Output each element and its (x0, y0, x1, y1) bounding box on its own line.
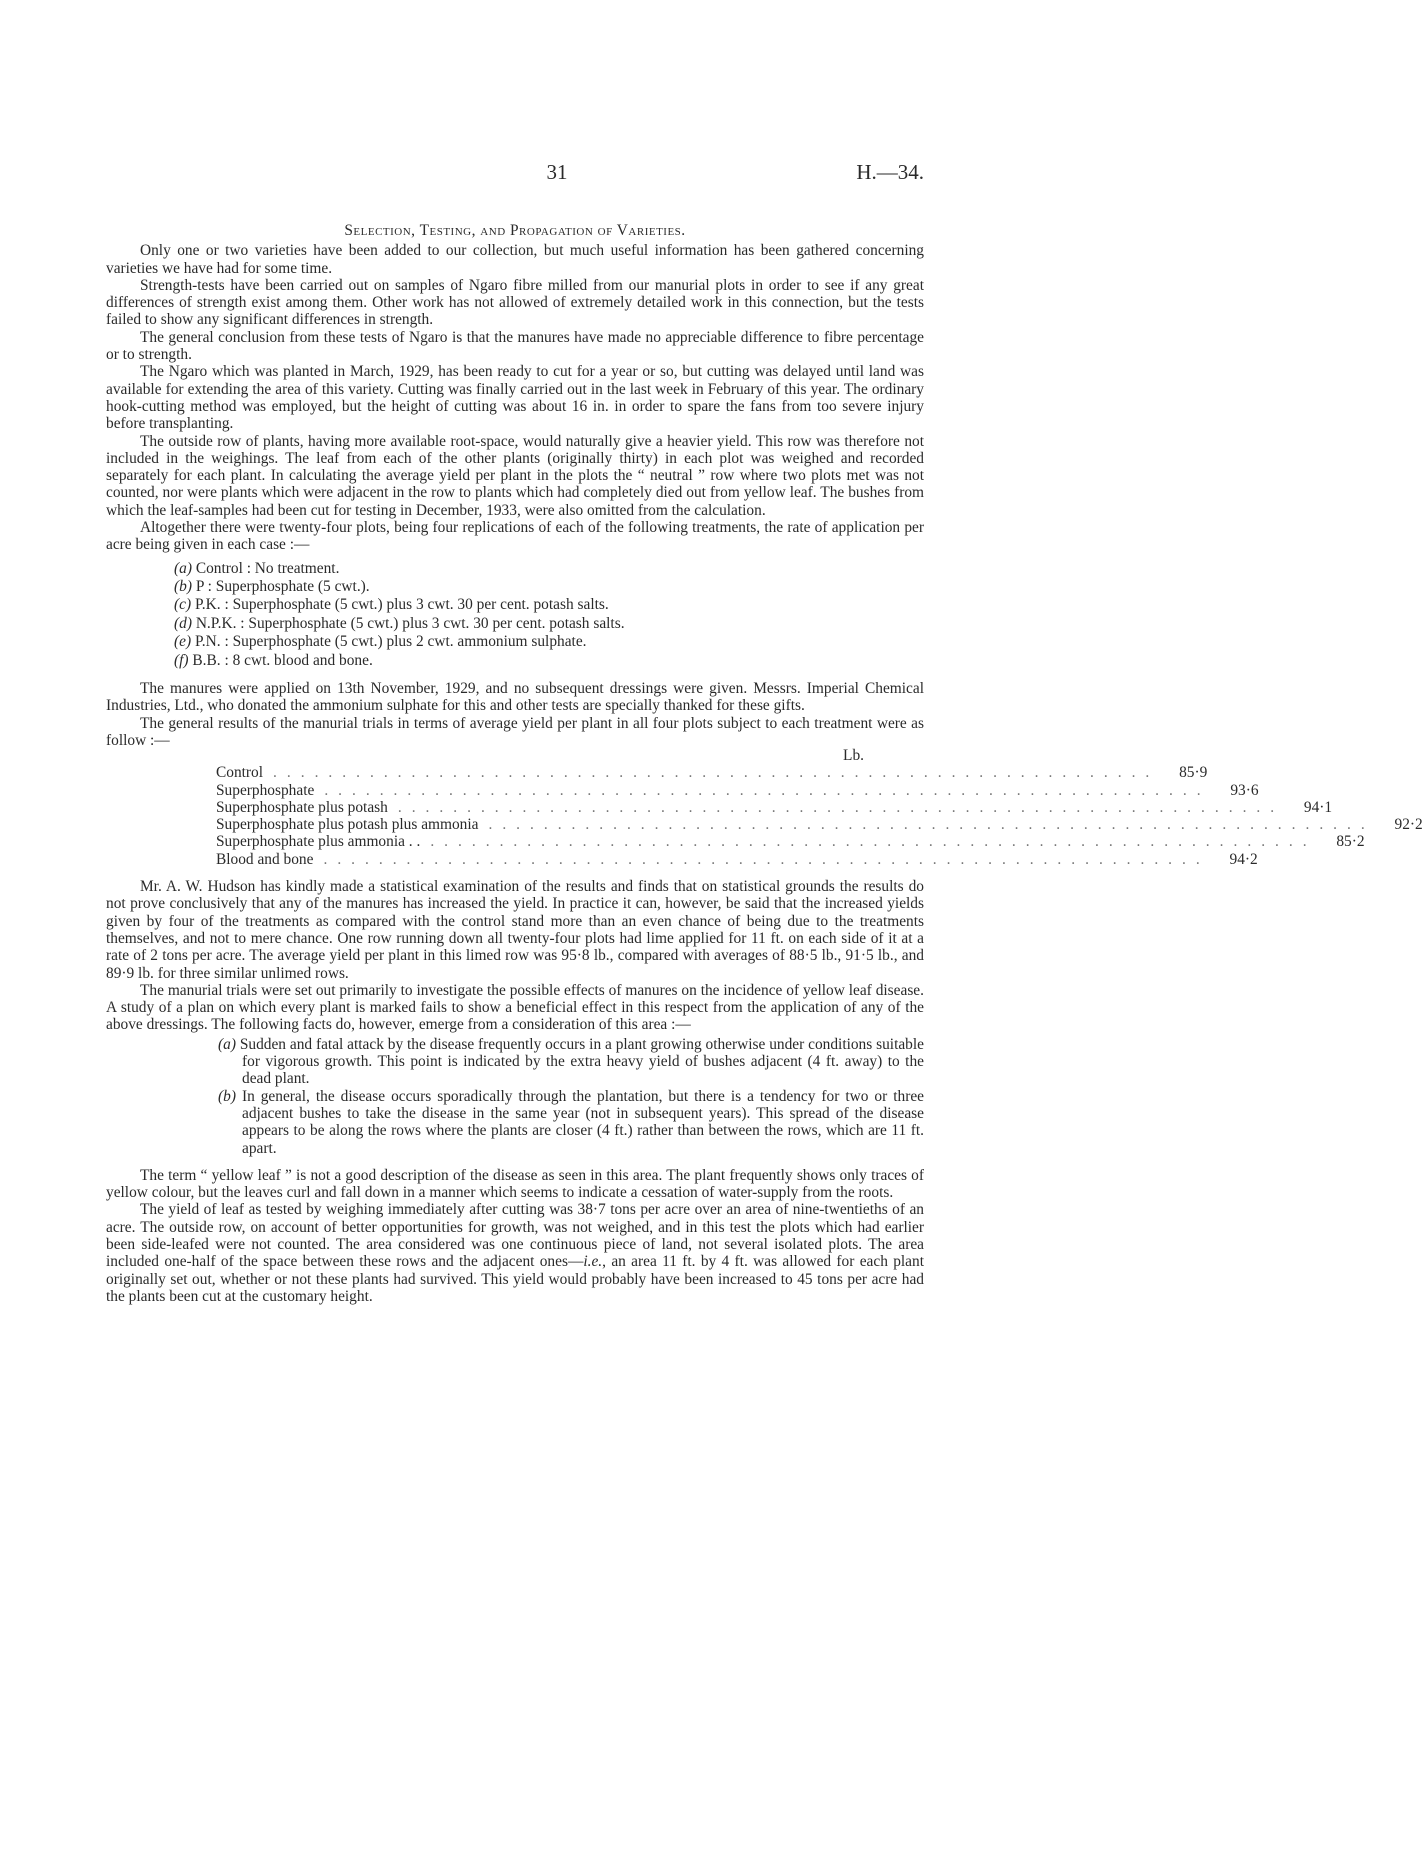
treatment-list (106, 560, 924, 670)
table-cell-treatment: Superphosphate plus ammonia . . (216, 833, 421, 851)
leader-dots: ................................................................ (488, 816, 1375, 834)
list-label: (a) (174, 559, 192, 577)
list-item (106, 615, 924, 633)
section-title: Selection, Testing, and Propagation of Varieties. (344, 222, 686, 239)
page-number: 31 (546, 160, 568, 184)
list-label: (b) (218, 1087, 236, 1105)
list-label: (f) (174, 651, 189, 669)
list-text: P.N. : Superphosphate (5 cwt.) plus 2 cwt. ammonium sulphate. (194, 633, 587, 651)
page-body (106, 222, 1423, 1305)
paragraph: The general conclusion from these tests of Ngaro is that the manures have made no appreciable difference to fibre percentage or to strength. (106, 328, 924, 364)
list-item (106, 560, 924, 578)
paragraph: Altogether there were twenty-four plots, being four replications of each of the following treatments, the rate of application per acre being given in each case :— (106, 519, 924, 554)
table-unit-header: Lb. (843, 747, 864, 765)
list-label: (e) (174, 633, 192, 651)
list-text: In general, the disease occurs sporadically through the plantation, but there is a tendency for two or three adjacent bushes to take the disease in the same year (not in subsequent years). This spread of the disease appears to be along the rows where the plants are closer (4 ft.) rather than between the rows, which are 11 ft. apart. (241, 1087, 924, 1157)
list-text: P.K. : Superphosphate (5 cwt.) plus 3 cwt. 30 per cent. potash salts. (194, 596, 609, 614)
list-item (106, 652, 924, 670)
paragraph: The manures were applied on 13th November, 1929, and no subsequent dressings were given. Messrs. Imperial Chemical Industries, Ltd., who donated the ammonium sulphate for this and other tests are specially thanked for these gifts. (106, 680, 924, 715)
table-cell-treatment: Superphosphate plus potash plus ammonia (216, 816, 479, 834)
text-run: , an area 11 ft. by 4 ft. was allowed for each plant originally set out, whether or not these plants had survived. This yield would probably have been increased to 45 tons per acre had the plants been cut at the customary height. (106, 1253, 924, 1305)
paragraph: The Ngaro which was planted in March, 1929, has been ready to cut for a year or so, but cutting was delayed until land was available for extending the area of this variety. Cutting was finally carried out in the last week in February of this year. The ordinary hook-cutting method was employed, but the height of cutting was about 16 in. in order to spare the fans from too severe injury before transplanting. (106, 363, 924, 433)
document-reference: H.—34. (856, 160, 924, 184)
list-item (106, 633, 924, 651)
list-label: (a) (218, 1035, 236, 1053)
leader-dots: ................................................................ (397, 798, 1285, 816)
yield-table (106, 747, 1423, 868)
table-row (106, 816, 1423, 834)
paragraph: The general results of the manurial trials in terms of average yield per plant in all four plots subject to each treatment were as follow :— (106, 714, 924, 749)
facts-list (106, 1036, 924, 1157)
table-row (106, 764, 1208, 782)
table-row (106, 850, 1258, 868)
table-cell-value: 85·2 (1336, 833, 1365, 851)
paragraph: Only one or two varieties have been added to our collection, but much useful information has been gathered concerning varieties we have had for some time. (106, 242, 924, 277)
list-text: N.P.K. : Superphosphate (5 cwt.) plus 3 cwt. 30 per cent. potash salts. (195, 614, 625, 632)
leader-dots: ................................................................ (324, 781, 1211, 799)
leader-dots: ................................................................ (323, 850, 1210, 868)
table-row (106, 798, 1333, 816)
table-cell-value: 92·2 (1394, 816, 1423, 834)
list-text: Control : No treatment. (195, 559, 340, 577)
italic-run: i.e. (583, 1253, 603, 1271)
table-cell-treatment: Superphosphate plus potash (216, 798, 388, 816)
paragraph: The manurial trials were set out primarily to investigate the possible effects of manures on the incidence of yellow leaf disease. A study of a plan on which every plant is marked fails to show a beneficial effect in this respect from the application of any of the above dressings. The following facts do, however, emerge from a consideration of this area :— (106, 981, 924, 1034)
list-item (106, 578, 924, 596)
table-cell-value: 93·6 (1230, 781, 1259, 799)
leader-dots: ................................................................ (273, 764, 1160, 782)
paragraph: Mr. A. W. Hudson has kindly made a statistical examination of the results and finds that on statistical grounds the results do not prove conclusively that any of the manures has increased the yield. In practice it can, however, be said that the increased yields given by four of the treatments as compared with the control stand more than an even chance of being due to the treatments themselves, and not to mere chance. One row running down all twenty-four plots had lime applied for 11 ft. on each side of it at a rate of 2 tons per acre. The average yield per plant in this limed row was 95·8 lb., compared with averages of 88·5 lb., 91·5 lb., and 89·9 lb. for three similar unlimed rows. (106, 878, 924, 982)
list-label: (b) (174, 578, 192, 596)
table-cell-treatment: Superphosphate (216, 781, 315, 799)
list-item (150, 1088, 924, 1157)
table-cell-value: 94·1 (1303, 798, 1333, 816)
table-cell-treatment: Blood and bone (216, 850, 314, 868)
list-item (150, 1036, 924, 1088)
paragraph (106, 1201, 924, 1305)
list-text: P : Superphosphate (5 cwt.). (195, 578, 370, 596)
table-cell-value: 94·2 (1229, 850, 1258, 868)
list-text: Sudden and fatal attack by the disease frequently occurs in a plant growing otherwise under conditions suitable for vigorous growth. This point is indicated by the extra heavy yield of bushes adjacent (4 ft. away) to the dead plant. (239, 1035, 924, 1088)
paragraph: Strength-tests have been carried out on samples of Ngaro fibre milled from our manurial plots in order to see if any great differences of strength exist among them. Other work has not allowed of extremely detailed work in this connection, but the tests failed to show any significant differences in strength. (106, 276, 924, 329)
table-row (106, 781, 1259, 799)
table-row (106, 833, 1365, 851)
table-cell-value: 85·9 (1179, 764, 1208, 782)
paragraph: The term “ yellow leaf ” is not a good description of the disease as seen in this area. The plant frequently shows only traces of yellow colour, but the leaves curl and fall down in a manner which seems to indicate a cessation of water-supply from the roots. (106, 1166, 924, 1202)
list-label: (d) (174, 614, 192, 632)
table-cell-treatment: Control (216, 764, 264, 782)
list-item (106, 596, 924, 614)
paragraph: The outside row of plants, having more available root-space, would naturally give a heavier yield. This row was therefore not included in the weighings. The leaf from each of the other plants (originally thirty) in each plot was weighed and recorded separately for each plant. In calculating the average yield per plant in the plots the “ neutral ” row where two plots met was not counted, nor were plants which were adjacent in the row to plants which had completely died out from yellow leaf. The bushes from which the leaf-samples had been cut for testing in December, 1933, were also omitted from the calculation. (106, 432, 924, 519)
leader-dots: ................................................................ (430, 833, 1317, 851)
list-label: (c) (174, 596, 192, 614)
list-text: B.B. : 8 cwt. blood and bone. (192, 651, 373, 669)
text-run: The yield of leaf as tested by weighing immediately after cutting was 38·7 tons per acre over an area of nine-twentieths of an acre. The outside row, on account of better opportunities for growth, was not weighed, and in this test the plots which had earlier been side-leafed were not counted. The area considered was one continuous piece of land, not several isolated plots. The area included one-half of the space between these rows and the adjacent ones— (106, 1201, 924, 1271)
